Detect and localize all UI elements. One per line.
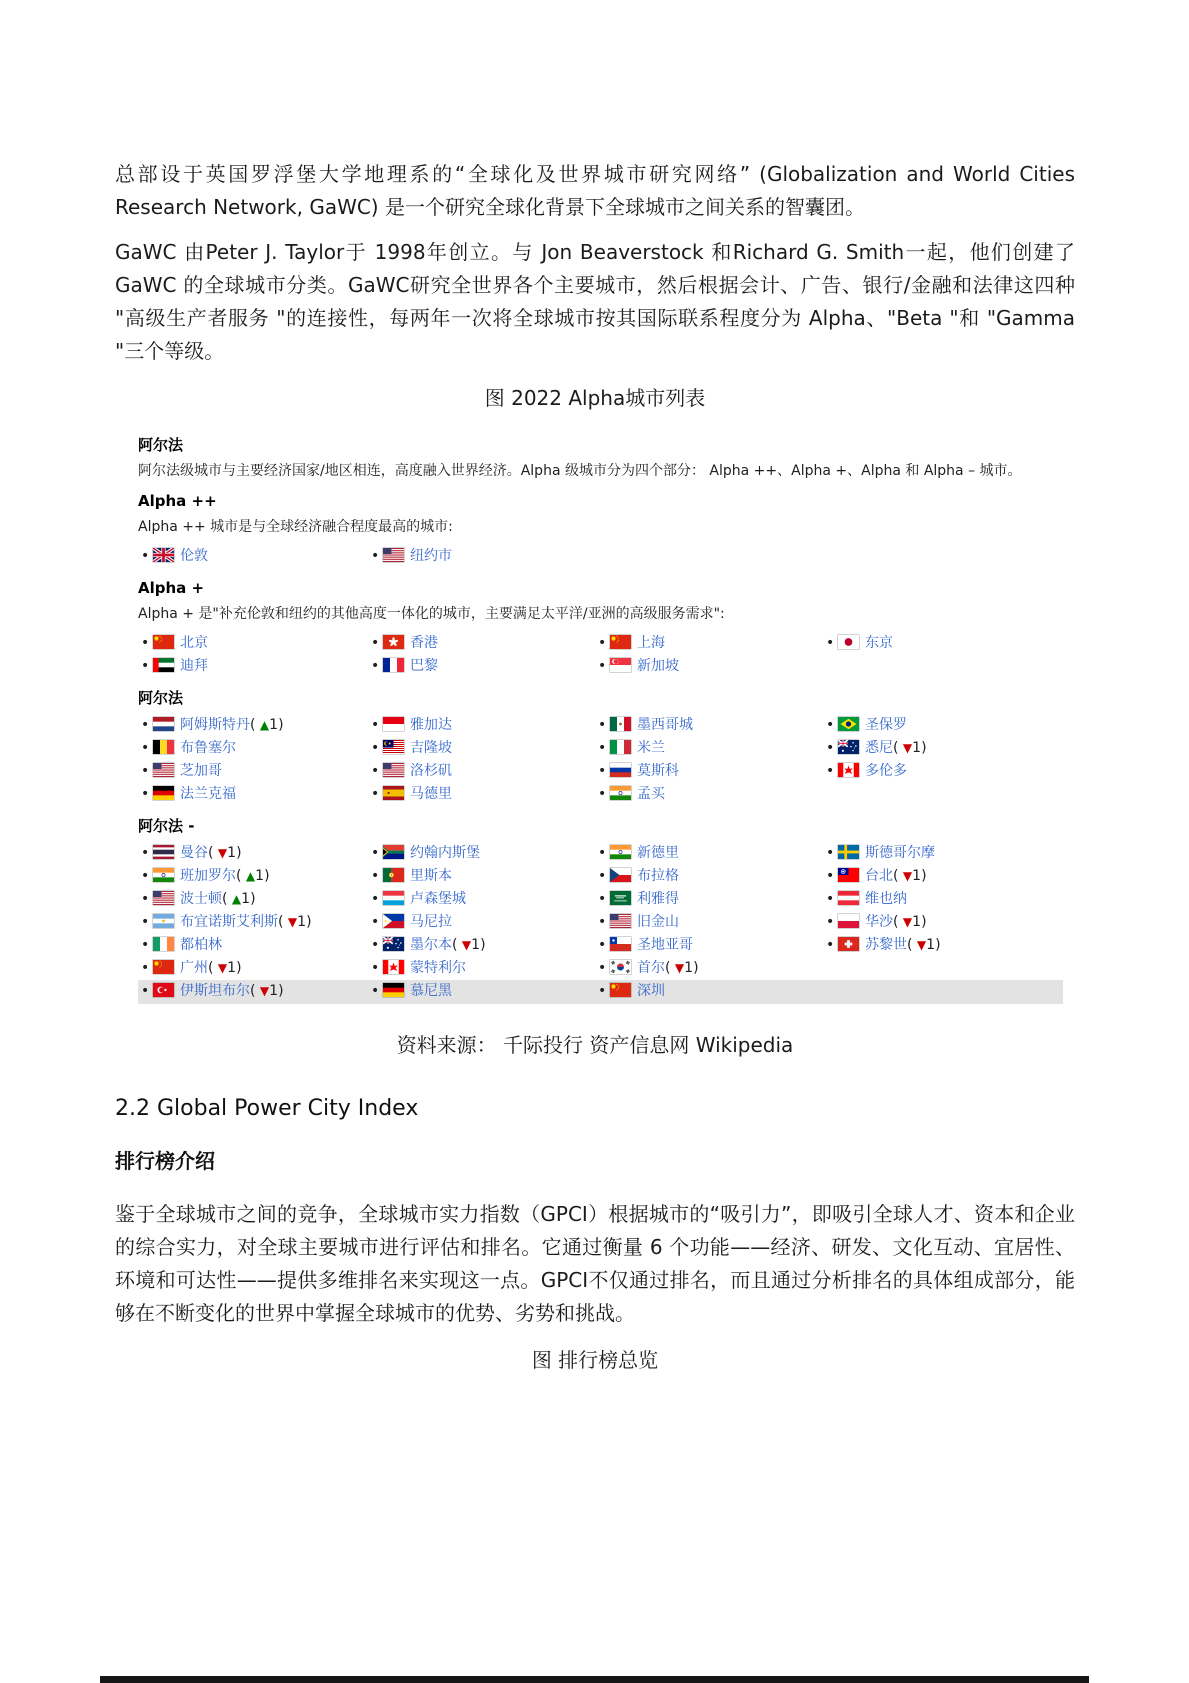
city-list-item <box>595 760 823 783</box>
bullet-icon: • <box>826 937 835 953</box>
bullet-icon: • <box>141 763 150 779</box>
city-link[interactable]: 伦敦 <box>180 548 208 564</box>
subheading-ranking-intro: 排行榜介绍 <box>115 1149 215 1173</box>
city-list-item <box>595 865 823 888</box>
bullet-icon: • <box>598 868 607 884</box>
flag-es-icon <box>383 786 404 800</box>
bullet-icon: • <box>141 914 150 930</box>
city-link[interactable]: 苏黎世 <box>865 937 907 953</box>
rank-up-icon: ▲ <box>259 718 270 732</box>
flag-ru-icon <box>610 763 631 777</box>
flag-lu-icon <box>383 891 404 905</box>
bullet-icon: • <box>371 658 380 674</box>
city-list-item <box>368 911 595 934</box>
next-figure-top-edge <box>100 1676 1089 1683</box>
city-column <box>823 842 1075 1003</box>
flag-de-icon <box>383 983 404 997</box>
rank-down-icon: ▼ <box>902 915 913 929</box>
rank-change-indicator: ( ▼1) <box>893 740 927 756</box>
bullet-icon: • <box>141 960 150 976</box>
city-column <box>368 714 595 806</box>
bullet-icon: • <box>141 786 150 802</box>
bullet-icon: • <box>371 740 380 756</box>
bullet-icon: • <box>141 658 150 674</box>
flag-my-icon <box>383 740 404 754</box>
flag-mx-icon <box>610 717 631 731</box>
flag-id-icon <box>383 717 404 731</box>
city-list-item <box>823 888 1075 911</box>
flag-cn-icon <box>153 635 174 649</box>
city-list-item <box>368 760 595 783</box>
flag-us-icon <box>383 548 404 562</box>
flag-at-icon <box>838 891 859 905</box>
rank-change-indicator: ( ▼1) <box>250 983 284 999</box>
city-link[interactable]: 布鲁塞尔 <box>180 740 236 756</box>
bullet-icon: • <box>141 717 150 733</box>
flag-tw-icon <box>838 868 859 882</box>
city-column <box>138 545 368 568</box>
city-link[interactable]: 阿姆斯特丹 <box>180 717 250 733</box>
city-list-item <box>138 957 368 980</box>
flag-us-icon <box>383 763 404 777</box>
city-link[interactable]: 墨西哥城 <box>637 717 693 733</box>
rank-change-indicator: ( ▼1) <box>893 914 927 930</box>
flag-in-icon <box>610 786 631 800</box>
city-list-item <box>368 957 595 980</box>
flag-za-icon <box>383 845 404 859</box>
flag-us-icon <box>153 763 174 777</box>
flag-ch-icon <box>838 937 859 951</box>
source-line: 资料来源： 千际投行 资产信息网 Wikipedia <box>396 1033 794 1057</box>
city-link[interactable]: 斯德哥尔摩 <box>865 845 935 861</box>
flag-sa-icon <box>610 891 631 905</box>
flag-de-icon <box>153 786 174 800</box>
city-list-item <box>368 783 595 806</box>
city-columns <box>138 714 1075 806</box>
bullet-icon: • <box>826 763 835 779</box>
flag-ie-icon <box>153 937 174 951</box>
city-columns <box>138 545 1075 568</box>
city-link[interactable]: 芝加哥 <box>180 763 222 779</box>
city-link[interactable]: 圣保罗 <box>865 717 907 733</box>
bullet-icon: • <box>141 548 150 564</box>
city-list-item <box>595 714 823 737</box>
city-link[interactable]: 里斯本 <box>410 868 452 884</box>
city-column <box>138 842 368 1003</box>
alpha-tier-heading: Alpha + <box>138 579 205 597</box>
city-link[interactable]: 卢森堡城 <box>410 891 466 907</box>
city-list-item <box>595 737 823 760</box>
bullet-icon: • <box>141 891 150 907</box>
rank-change-indicator: ( ▼1) <box>208 960 242 976</box>
city-link[interactable]: 利雅得 <box>637 891 679 907</box>
city-list-item <box>138 911 368 934</box>
flag-jp-icon <box>838 635 859 649</box>
flag-gb-icon <box>153 548 174 562</box>
bullet-icon: • <box>598 763 607 779</box>
rank-down-icon: ▼ <box>461 938 472 952</box>
flag-tr-icon <box>153 983 174 997</box>
bullet-icon: • <box>598 635 607 651</box>
figure-caption-ranking-overview: 图 排行榜总览 <box>531 1348 659 1372</box>
city-link[interactable]: 多伦多 <box>865 763 907 779</box>
city-link[interactable]: 约翰内斯堡 <box>410 845 480 861</box>
rank-down-icon: ▼ <box>217 961 228 975</box>
city-list-item <box>595 911 823 934</box>
city-list-item <box>595 632 823 655</box>
flag-ar-icon <box>153 914 174 928</box>
city-link[interactable]: 洛杉矶 <box>410 763 452 779</box>
bullet-icon: • <box>598 658 607 674</box>
city-column <box>595 714 823 806</box>
flag-in-icon <box>610 845 631 859</box>
rank-change-indicator: ( ▼1) <box>907 937 941 953</box>
bullet-icon: • <box>371 868 380 884</box>
flag-br-icon <box>838 717 859 731</box>
bullet-icon: • <box>371 914 380 930</box>
bullet-icon: • <box>141 983 150 999</box>
city-list-item <box>595 655 823 678</box>
bullet-icon: • <box>371 960 380 976</box>
rank-change-indicator: ( ▼1) <box>452 937 486 953</box>
rank-change-indicator: ( ▼1) <box>893 868 927 884</box>
city-list-item <box>138 737 368 760</box>
city-link[interactable]: 蒙特利尔 <box>410 960 466 976</box>
bullet-icon: • <box>826 635 835 651</box>
rank-down-icon: ▼ <box>916 938 927 952</box>
city-link[interactable]: 布宜诺斯艾利斯 <box>180 914 278 930</box>
city-column <box>138 714 368 806</box>
bullet-icon: • <box>371 845 380 861</box>
city-list-item <box>823 911 1075 934</box>
rank-down-icon: ▼ <box>259 984 270 998</box>
city-list-item <box>368 980 595 1003</box>
city-link[interactable]: 首尔 <box>637 960 665 976</box>
city-link[interactable]: 吉隆坡 <box>410 740 452 756</box>
city-link[interactable]: 维也纳 <box>865 891 907 907</box>
city-link[interactable]: 新德里 <box>637 845 679 861</box>
bullet-icon: • <box>598 717 607 733</box>
city-link[interactable]: 迪拜 <box>180 658 208 674</box>
city-list-item <box>138 783 368 806</box>
city-link[interactable]: 法兰克福 <box>180 786 236 802</box>
rank-change-indicator: ( ▼1) <box>278 914 312 930</box>
flag-au-icon <box>383 937 404 951</box>
city-list-item <box>595 934 823 957</box>
city-list-item <box>595 888 823 911</box>
flag-se-icon <box>838 845 859 859</box>
flag-sg-icon <box>610 658 631 672</box>
city-list-item <box>138 760 368 783</box>
rank-change-indicator: ( ▼1) <box>665 960 699 976</box>
city-link[interactable]: 深圳 <box>637 983 665 999</box>
rank-change-indicator: ( ▼1) <box>208 845 242 861</box>
rank-down-icon: ▼ <box>902 869 913 883</box>
city-link[interactable]: 台北 <box>865 868 893 884</box>
bullet-icon: • <box>598 960 607 976</box>
paragraph-gawc-intro: 总部设于英国罗浮堡大学地理系的“全球化及世界城市研究网络” (Globalization and World Cities Research Network, GaWC) 是一个研究全球化背景下全球城市之间关系的智囊团。 <box>115 162 1075 219</box>
bullet-icon: • <box>826 845 835 861</box>
flag-th-icon <box>153 845 174 859</box>
city-list-item <box>368 655 595 678</box>
city-column <box>368 632 595 678</box>
flag-cz-icon <box>610 868 631 882</box>
city-link[interactable]: 莫斯科 <box>637 763 679 779</box>
city-list-item <box>138 888 368 911</box>
alpha-tier-heading: 阿尔法 <box>138 689 184 707</box>
rank-change-indicator: ( ▲1) <box>250 717 284 733</box>
city-column <box>595 632 823 678</box>
city-list-item <box>823 714 1075 737</box>
flag-nl-icon <box>153 717 174 731</box>
rank-down-icon: ▼ <box>217 846 228 860</box>
city-list-item <box>368 714 595 737</box>
rank-change-indicator: ( ▲1) <box>222 891 256 907</box>
flag-ae-icon <box>153 658 174 672</box>
city-list-item <box>595 980 823 1003</box>
flag-au-icon <box>838 740 859 754</box>
city-list-item <box>138 655 368 678</box>
rank-up-icon: ▲ <box>245 869 256 883</box>
city-link[interactable]: 华沙 <box>865 914 893 930</box>
alpha-cities-table <box>138 435 1075 1003</box>
city-link[interactable]: 墨尔本 <box>410 937 452 953</box>
city-link[interactable]: 北京 <box>180 635 208 651</box>
city-list-item <box>368 545 595 568</box>
bullet-icon: • <box>598 845 607 861</box>
flag-hk-icon <box>383 635 404 649</box>
bullet-icon: • <box>826 914 835 930</box>
city-link[interactable]: 雅加达 <box>410 717 452 733</box>
city-list-item <box>823 934 1075 957</box>
city-link[interactable]: 马德里 <box>410 786 452 802</box>
city-list-item <box>138 865 368 888</box>
city-link[interactable]: 曼谷 <box>180 845 208 861</box>
bullet-icon: • <box>141 937 150 953</box>
alpha-cities-content <box>138 435 1075 1003</box>
bullet-icon: • <box>598 740 607 756</box>
bullet-icon: • <box>371 786 380 802</box>
flag-cn-icon <box>153 960 174 974</box>
bullet-icon: • <box>598 937 607 953</box>
city-list-item <box>138 842 368 865</box>
city-link[interactable]: 都柏林 <box>180 937 222 953</box>
city-list-item <box>595 783 823 806</box>
rank-down-icon: ▼ <box>674 961 685 975</box>
bullet-icon: • <box>598 914 607 930</box>
city-list-item <box>138 545 368 568</box>
flag-pt-icon <box>383 868 404 882</box>
city-list-item <box>138 980 368 1003</box>
bullet-icon: • <box>141 635 150 651</box>
bullet-icon: • <box>598 786 607 802</box>
city-link[interactable]: 米兰 <box>637 740 665 756</box>
city-link[interactable]: 圣地亚哥 <box>637 937 693 953</box>
rank-down-icon: ▼ <box>902 741 913 755</box>
bullet-icon: • <box>371 891 380 907</box>
flag-kr-icon <box>610 960 631 974</box>
alpha-tier-heading: 阿尔法 <box>138 436 184 454</box>
city-link[interactable]: 旧金山 <box>637 914 679 930</box>
city-columns <box>138 842 1075 1003</box>
city-list-item <box>368 934 595 957</box>
bullet-icon: • <box>371 717 380 733</box>
section-heading-gpci: 2.2 Global Power City Index <box>115 1096 419 1121</box>
bullet-icon: • <box>371 983 380 999</box>
alpha-tier-heading: 阿尔法 - <box>138 817 195 835</box>
flag-cn-icon <box>610 635 631 649</box>
flag-us-icon <box>610 914 631 928</box>
city-link[interactable]: 香港 <box>410 635 438 651</box>
bullet-icon: • <box>371 937 380 953</box>
bullet-icon: • <box>371 548 380 564</box>
city-list-item <box>368 632 595 655</box>
city-list-item <box>138 632 368 655</box>
flag-cn-icon <box>610 983 631 997</box>
bullet-icon: • <box>141 845 150 861</box>
flag-ca-icon <box>383 960 404 974</box>
city-link[interactable]: 波士顿 <box>180 891 222 907</box>
rank-up-icon: ▲ <box>231 892 242 906</box>
city-list-item <box>138 934 368 957</box>
city-link[interactable]: 纽约市 <box>410 548 452 564</box>
city-column <box>823 632 1075 678</box>
city-link[interactable]: 广州 <box>180 960 208 976</box>
flag-it-icon <box>610 740 631 754</box>
city-link[interactable]: 布拉格 <box>637 868 679 884</box>
flag-ca-icon <box>838 763 859 777</box>
bullet-icon: • <box>141 740 150 756</box>
paragraph-gawc-history: GaWC 由Peter J. Taylor于 1998年创立。与 Jon Beaverstock 和Richard G. Smith一起，他们创建了 GaWC 的全球城市分类。GaWC研究全世界各个主要城市，然后根据会计、广告、银行/金融和法律这四种 "高级生产者服务 "的连接性，每两年一次将全球城市按其国际联系程度分为 Alpha、"Beta "和 "Gamma "三个等级。 <box>115 240 1075 363</box>
city-link[interactable]: 伊斯坦布尔 <box>180 983 250 999</box>
city-list-item <box>368 737 595 760</box>
flag-fr-icon <box>383 658 404 672</box>
city-list-item <box>595 842 823 865</box>
city-column <box>368 842 595 1003</box>
alpha-tier-description: Alpha ++ 城市是与全球经济融合程度最高的城市: <box>138 519 453 535</box>
city-list-item <box>823 865 1075 888</box>
city-link[interactable]: 上海 <box>637 635 665 651</box>
flag-ph-icon <box>383 914 404 928</box>
city-column <box>368 545 595 568</box>
city-column <box>595 842 823 1003</box>
city-list-item <box>823 632 1075 655</box>
city-link[interactable]: 东京 <box>865 635 893 651</box>
city-list-item <box>595 957 823 980</box>
city-list-item <box>823 842 1075 865</box>
city-link[interactable]: 孟买 <box>637 786 665 802</box>
flag-us-icon <box>153 891 174 905</box>
flag-cl-icon <box>610 937 631 951</box>
rank-change-indicator: ( ▲1) <box>236 868 270 884</box>
bullet-icon: • <box>598 983 607 999</box>
figure-caption-alpha-list: 图 2022 Alpha城市列表 <box>484 386 706 410</box>
flag-be-icon <box>153 740 174 754</box>
flag-pl-icon <box>838 914 859 928</box>
city-link[interactable]: 慕尼黑 <box>410 983 452 999</box>
bullet-icon: • <box>371 763 380 779</box>
city-link[interactable]: 巴黎 <box>410 658 438 674</box>
city-list-item <box>368 842 595 865</box>
bullet-icon: • <box>371 635 380 651</box>
city-columns <box>138 632 1075 678</box>
city-column <box>138 632 368 678</box>
city-list-item <box>138 714 368 737</box>
bullet-icon: • <box>826 740 835 756</box>
alpha-tier-description: Alpha + 是"补充伦敦和纽约的其他高度一体化的城市，主要满足太平洋/亚洲的高级服务需求": <box>138 606 725 622</box>
city-link[interactable]: 新加坡 <box>637 658 679 674</box>
alpha-tier-heading: Alpha ++ <box>138 492 217 510</box>
city-link[interactable]: 马尼拉 <box>410 914 452 930</box>
flag-in-icon <box>153 868 174 882</box>
bullet-icon: • <box>598 891 607 907</box>
city-list-item <box>823 760 1075 783</box>
city-column <box>823 714 1075 806</box>
rank-down-icon: ▼ <box>287 915 298 929</box>
bullet-icon: • <box>826 868 835 884</box>
city-link[interactable]: 悉尼 <box>865 740 893 756</box>
city-link[interactable]: 班加罗尔 <box>180 868 236 884</box>
city-list-item <box>368 888 595 911</box>
alpha-tier-description: 阿尔法级城市与主要经济国家/地区相连，高度融入世界经济。Alpha 级城市分为四个部分： Alpha ++、Alpha +、Alpha 和 Alpha – 城市。 <box>138 463 1022 479</box>
bullet-icon: • <box>826 717 835 733</box>
paragraph-gpci: 鉴于全球城市之间的竞争，全球城市实力指数（GPCI）根据城市的“吸引力”，即吸引全球人才、资本和企业的综合实力，对全球主要城市进行评估和排名。它通过衡量 6 个功能——经济、研发、文化互动、宜居性、环境和可达性——提供多维排名来实现这一点。GPCI不仅通过排名，而且通过分析排名的具体组成部分，能够在不断变化的世界中掌握全球城市的优势、劣势和挑战。 <box>115 1202 1075 1325</box>
city-list-item <box>368 865 595 888</box>
bullet-icon: • <box>141 868 150 884</box>
bullet-icon: • <box>826 891 835 907</box>
city-list-item <box>823 737 1075 760</box>
